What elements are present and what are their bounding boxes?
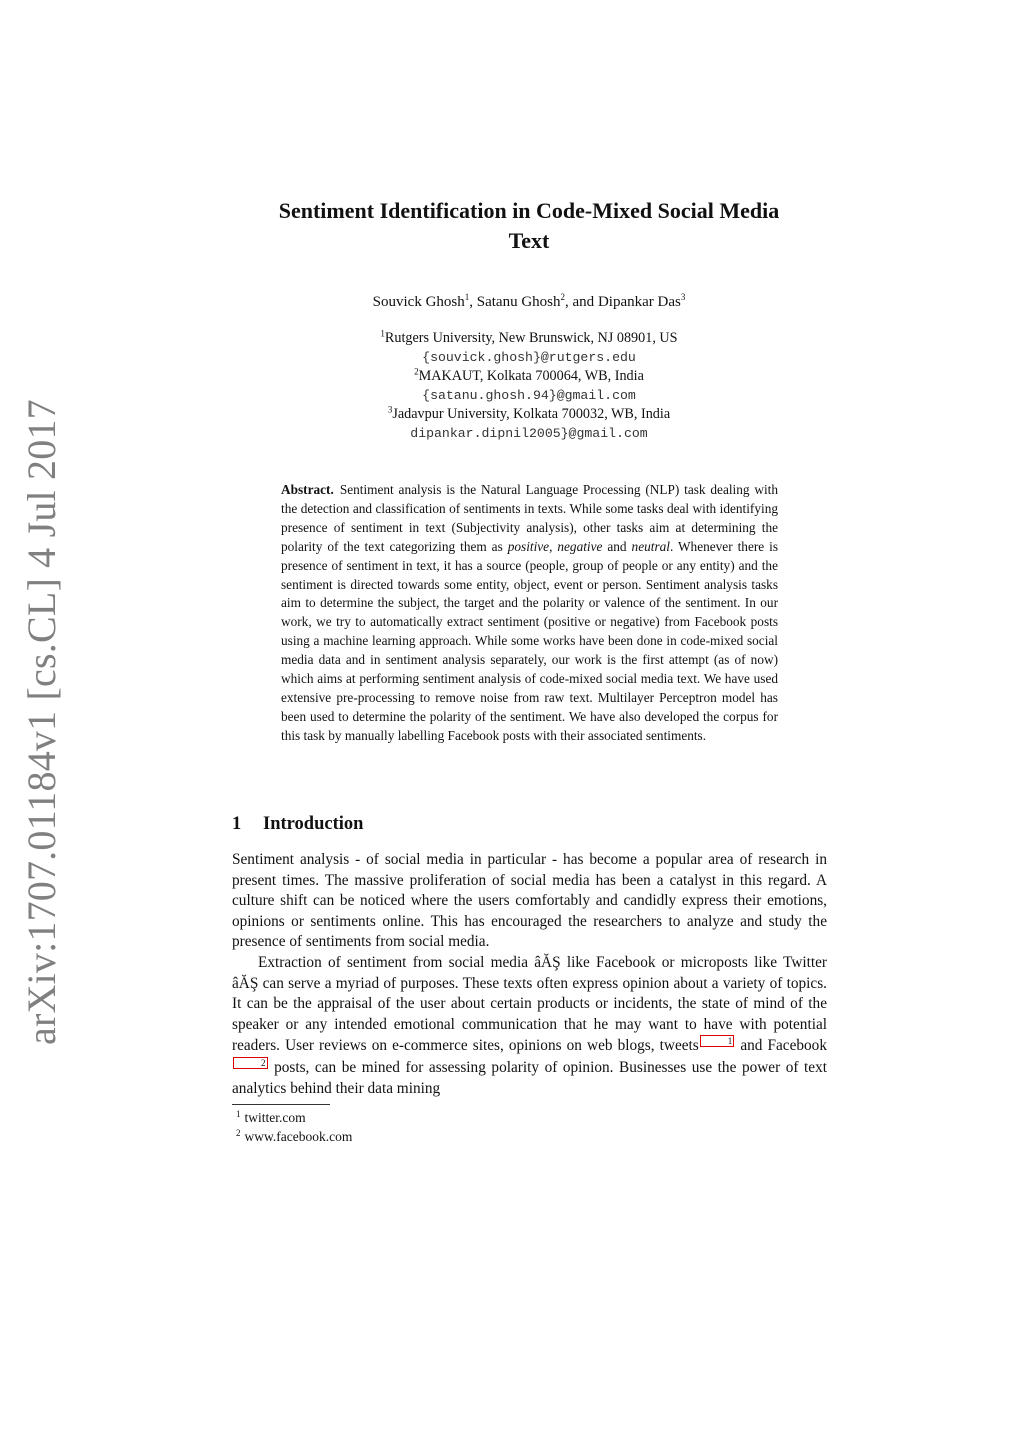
affil-email: dipankar.dipnil2005}@gmail.com <box>410 426 648 441</box>
footnote <box>236 1108 352 1127</box>
footnote-link[interactable]: 1 <box>700 1035 735 1047</box>
footnote <box>236 1127 352 1146</box>
paragraph: Sentiment analysis - of social media in particular - has become a popular area of research in present times. The massive proliferation of social media has been a catalyst in this regard. A culture shift can be noticed where the users comfortably and candidly express their emotions, opinions or sentiments online. This has encouraged the researchers to analyze and study the presence of sentiments from social media. <box>232 851 827 951</box>
paragraph-text: posts, can be mined for assessing polarity of opinion. Businesses use the power of text analytics behind their data mining <box>232 1059 827 1097</box>
affil-email: {satanu.ghosh.94}@gmail.com <box>422 388 636 403</box>
footnote-text: www.facebook.com <box>244 1129 353 1144</box>
author-separator: , <box>469 294 477 310</box>
affil-name: MAKAUT, Kolkata 700064, WB, India <box>418 368 644 384</box>
affil-sup: 3 <box>387 404 393 415</box>
affiliation-line <box>200 329 858 348</box>
footnote-number: 1 <box>236 1108 241 1119</box>
section-number: 1 <box>232 814 242 834</box>
paragraph-text: Extraction of sentiment from social media âĂŞ like Facebook or microposts like Twitter âĂŞ can serve a myriad of purposes. These texts often express opinion about a variety of topics. It can be the appraisal of the user about certain products or incidents, the state of mind of the speaker or any intended emotional communication that he may want to have with potential readers. User reviews on e-commerce sites, opinions on web blogs, tweets <box>232 953 827 1055</box>
abstract-text: , <box>549 538 558 554</box>
affiliations <box>200 329 858 443</box>
intro-body <box>232 850 827 1099</box>
author-name: Dipankar Das <box>597 294 681 310</box>
author-affil-sup: 3 <box>680 292 686 302</box>
affil-name: Jadavpur University, Kolkata 700032, WB, India <box>392 406 671 422</box>
paragraph <box>232 953 827 1099</box>
abstract-label: Abstract. <box>281 482 334 497</box>
abstract-text: and <box>602 538 632 554</box>
paragraph-text: and Facebook <box>735 1037 827 1055</box>
arxiv-stamp: arXiv:1707.01184v1 [cs.CL] 4 Jul 2017 <box>19 399 64 1045</box>
abstract-emphasis: negative <box>557 538 603 554</box>
paper-title <box>200 196 858 256</box>
author-affil-sup: 2 <box>560 292 566 302</box>
author-affil-sup: 1 <box>464 292 470 302</box>
footnote-number: 2 <box>236 1127 241 1138</box>
footnote-link[interactable]: 2 <box>233 1057 268 1069</box>
title-line-1: Sentiment Identification in Code-Mixed Social Media <box>278 198 780 223</box>
affil-sup: 1 <box>380 328 385 339</box>
author-separator: , and <box>565 294 598 310</box>
section-title: Introduction <box>263 814 364 834</box>
author-name: Satanu Ghosh <box>476 294 561 310</box>
affil-email: {souvick.ghosh}@rutgers.edu <box>422 350 636 365</box>
author-name: Souvick Ghosh <box>372 294 465 310</box>
abstract-emphasis: neutral <box>631 538 670 554</box>
footnote-text: twitter.com <box>244 1110 306 1125</box>
section-heading <box>232 812 363 836</box>
footnotes <box>236 1108 352 1146</box>
affil-name: Rutgers University, New Brunswick, NJ 08901, US <box>384 330 678 346</box>
affil-sup: 2 <box>414 366 419 377</box>
affiliation-line <box>200 405 858 424</box>
title-line-2: Text <box>508 228 550 253</box>
abstract-text: . Whenever there is presence of sentiment in text, it has a source (people, group of people or any entity) and the sentiment is directed towards some entity, object, event or person. Sentiment analysis tasks aim to determine the subject, the target and the polarity or valence of the sentiment. In our work, we try to automatically extract sentiment (positive or negative) from Facebook posts using a machine learning approach. While some works have been done in code-mixed social media data and in sentiment analysis separately, our work is the first attempt (as of now) which aims at performing sentiment analysis of code-mixed social media text. We have used extensive pre-processing to remove noise from raw text. Multilayer Perceptron model has been used to determine the polarity of the sentiment. We have also developed the corpus for this task by manually labelling Facebook posts with their associated sentiments. <box>281 538 779 743</box>
author-list <box>200 292 858 312</box>
abstract-emphasis: positive <box>507 538 550 554</box>
footnote-rule <box>232 1104 330 1105</box>
affiliation-line <box>200 367 858 386</box>
abstract-text: Sentiment analysis is the Natural Language Processing (NLP) task dealing with the detection and classification of sentiments in texts. While some tasks deal with identifying presence of sentiment in text (Subjectivity analysis), other tasks aim at determining the polarity of the text categorizing them as <box>281 482 778 554</box>
abstract <box>281 481 778 746</box>
